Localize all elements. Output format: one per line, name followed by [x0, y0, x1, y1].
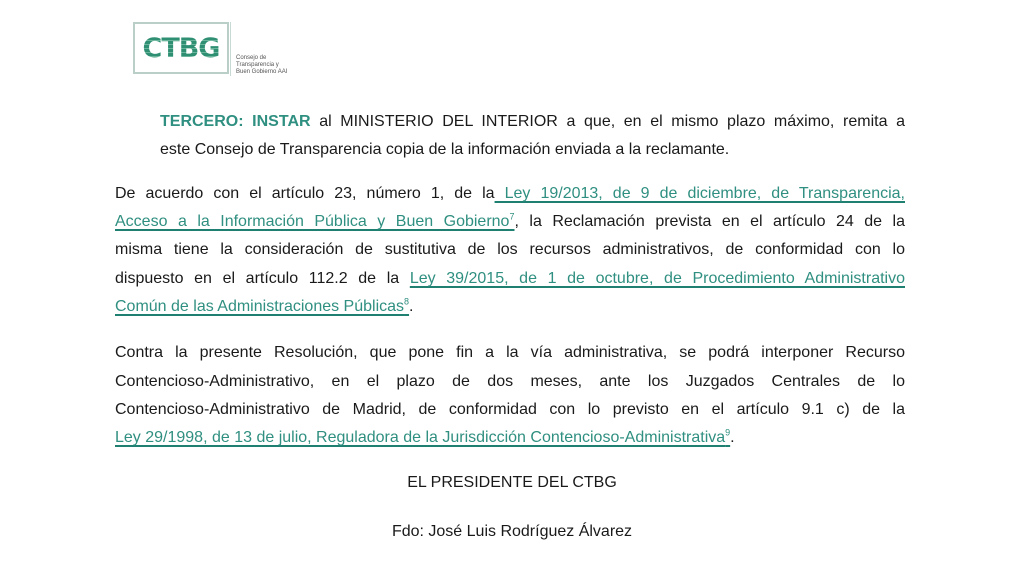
text: al MINISTERIO DEL INTERIOR a que, en el mismo plazo máximo, remita a	[310, 113, 905, 130]
logo-subtitle-line: Buen Gobierno AAI	[236, 69, 288, 75]
text: dispuesto en el artículo 112.2 de la	[115, 270, 410, 287]
p2-line-4	[115, 268, 905, 290]
tercero-line-2: este Consejo de Transparencia copia de la información enviada a la reclamante.	[160, 141, 730, 158]
link-text[interactable]: Común de las Administraciones Públicas	[115, 298, 405, 315]
p2-line-3: misma tiene la consideración de sustitutiva de los recursos administrativos, de conformidad con lo	[115, 241, 905, 258]
ctbg-logo	[133, 22, 229, 74]
p3-line-1: Contra la presente Resolución, que pone fin a la vía administrativa, se podrá interponer Recurso	[115, 344, 905, 361]
text: , la Reclamación prevista en el artículo 24 de la	[514, 213, 905, 230]
text: De acuerdo con el artículo 23, número 1, de la	[115, 185, 495, 202]
text: .	[409, 298, 414, 315]
logo-divider	[230, 22, 231, 76]
ley-39-2015-link-cont[interactable]	[115, 298, 409, 315]
logo-subtitle-line: Transparencia y	[236, 62, 279, 68]
ley-19-2013-link-cont[interactable]	[115, 213, 514, 230]
footnote-ref[interactable]: 9	[725, 427, 731, 438]
footnote-ref[interactable]: 8	[404, 296, 410, 307]
tercero-label: TERCERO: INSTAR	[160, 113, 311, 130]
ley-39-2015-link[interactable]: Ley 39/2015, de 1 de octubre, de Procedimiento Administrativo	[409, 270, 905, 287]
logo-subtitle-line: Consejo de	[236, 55, 267, 61]
link-text[interactable]: Ley 29/1998, de 13 de julio, Reguladora de la Jurisdicción Contencioso-Administrativa	[115, 429, 726, 446]
logo-text: CTBG	[142, 32, 220, 64]
logo-subtitle	[236, 55, 287, 76]
footnote-ref[interactable]: 7	[509, 211, 515, 222]
p3-line-3: Contencioso-Administrativo de Madrid, de conformidad con lo previsto en el artículo 9.1 c) de la	[115, 401, 905, 418]
ley-19-2013-link[interactable]: Ley 19/2013, de 9 de diciembre, de Transparencia,	[494, 185, 905, 202]
link-text[interactable]: Acceso a la Información Pública y Buen Gobierno	[115, 213, 510, 230]
text: .	[730, 429, 735, 446]
signature-title: EL PRESIDENTE DEL CTBG	[407, 474, 617, 491]
p3-line-2: Contencioso-Administrativo, en el plazo de dos meses, ante los Juzgados Centrales de lo	[115, 373, 905, 390]
p2-line-1	[115, 183, 905, 205]
p2-line-2	[115, 211, 905, 233]
p2-line-5	[115, 296, 905, 318]
ley-29-1998-link[interactable]	[115, 429, 730, 446]
p3-line-4	[115, 427, 905, 449]
signature-name: Fdo: José Luis Rodríguez Álvarez	[391, 523, 633, 540]
tercero-line-1	[160, 111, 905, 133]
